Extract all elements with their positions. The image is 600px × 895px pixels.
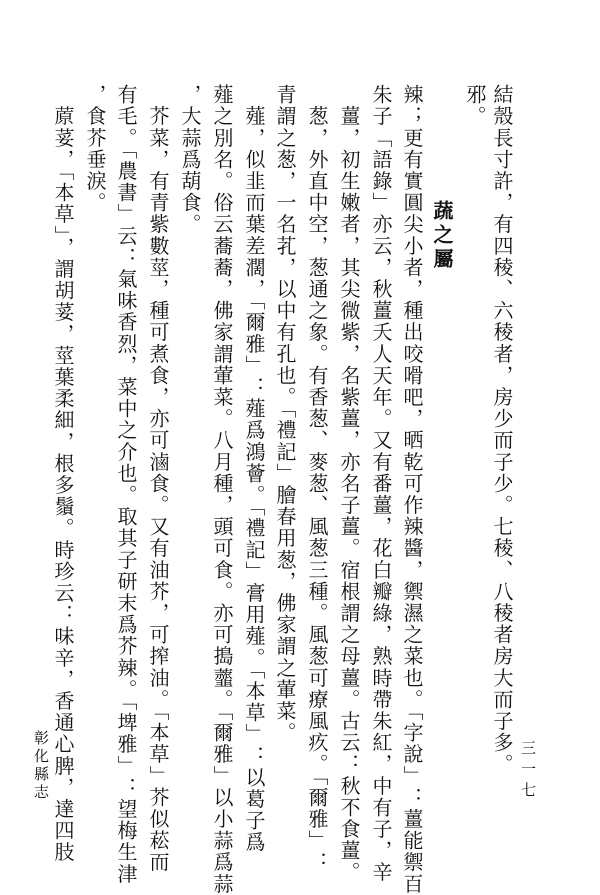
text-column-5: 薑，初生嫩者，其尖微紫，名紫薑，亦名子薑。宿根謂之母薑。古云：秋不食薑。 <box>337 84 361 884</box>
text-column-2: 邪。 <box>463 84 487 128</box>
text-column-1: 結殼長寸許，有四稜、六稜者，房少而子少。七稜、八稜者房大而子多。 <box>490 84 514 776</box>
text-column-9: 薤之別名。俗云蕎蕎，佛家謂葷菜。八月種，頭可食。亦可搗虀。「爾雅」以小蒜爲蒜 <box>210 84 234 895</box>
section-heading: 蔬之屬 <box>430 200 454 272</box>
page-number: 三一七 <box>519 740 537 803</box>
text-column-6: 葱，外直中空，葱通之象。有香葱、麥葱、風葱三種。風葱可療風疚。「爾雅」： <box>305 84 329 874</box>
text-column-14: 蒝荽，「本草」，謂胡荽，莖葉柔細，根多鬚。時珍云：味辛，香通心脾，達四肢 <box>51 84 75 864</box>
text-column-8: 薤，似韭而葉差濶，「爾雅」：薤爲鴻薈。「禮記」膏用薤。「本草」：以葛子爲 <box>242 84 266 854</box>
text-column-13: ，食芥垂淚。 <box>83 84 107 214</box>
footer-title: 彰化縣志 <box>32 730 50 802</box>
text-column-3: 辣；更有實圓尖小者，種出咬嗗吧，晒乾可作辣醬，禦濕之菜也。「字說」：薑能禦百 <box>400 84 424 895</box>
text-column-4: 朱子「語錄」亦云，秋薑夭人天年。又有番薑，花白瓣綠，熟時帶朱紅，中有子，辛 <box>369 84 393 884</box>
text-column-12: 有毛。「農書」云：氣味香烈，菜中之介也。取其子研末爲芥辣。「埤雅」：望梅生津 <box>114 84 138 885</box>
text-column-10: ，大蒜爲葫食。 <box>178 84 202 236</box>
text-column-7: 青謂之葱，一名芤，以中有孔也。「禮記」膾春用葱，佛家謂之葷菜。 <box>273 84 297 744</box>
text-column-11: 芥菜，有青紫數莖，種可煮食，亦可滷食。又有油芥，可搾油。「本草」芥似菘而 <box>146 84 170 874</box>
